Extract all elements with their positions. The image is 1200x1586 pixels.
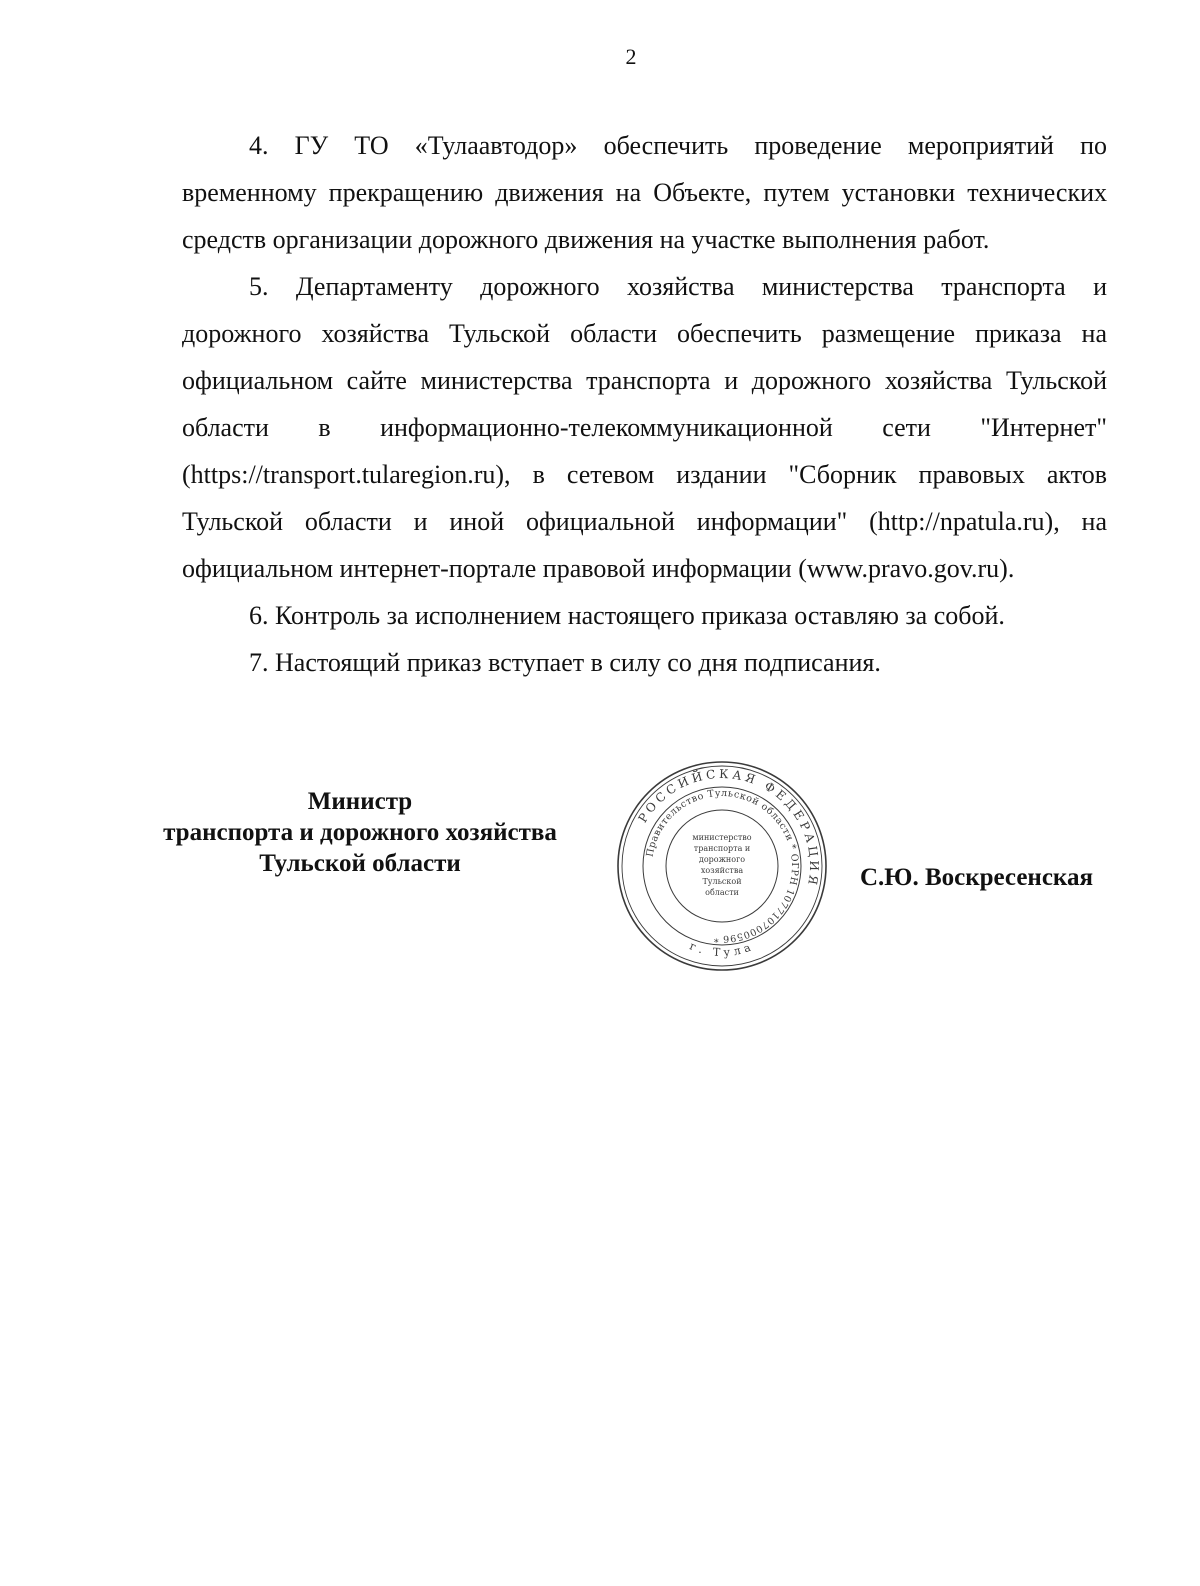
paragraph-6: 6. Контроль за исполнением настоящего приказа оставляю за собой.: [249, 601, 1005, 630]
position-line-2: транспорта и дорожного хозяйства: [163, 819, 557, 846]
seal-outer-text: РОССИЙСКАЯ ФЕДЕРАЦИЯ: [635, 766, 822, 890]
seal-center-line: транспорта и: [693, 844, 751, 853]
seal-graphic: [614, 758, 830, 974]
signature-position: [130, 786, 590, 879]
signer-name: С.Ю. Воскресенская: [860, 864, 1093, 891]
seal-center-line: хозяйства: [700, 866, 744, 875]
seal-center-line: области: [705, 888, 739, 897]
official-seal: [614, 758, 830, 974]
position-line-3: Тульской области: [259, 850, 461, 877]
seal-inner-text: Правительство Тульской области * ОГРН 1077107000596 *: [644, 787, 801, 945]
seal-center-line: дорожного: [698, 855, 746, 864]
seal-center-line: Тульской: [702, 877, 742, 886]
paragraph-5: 5. Департаменту дорожного хозяйства министерства транспорта и дорожного хозяйства Тульской области обеспечить размещение приказа на официальном сайте министерства транспорта и дорожного хозяйства Тульской области в информационно-телекоммуникационной сети "Интернет" (https://transport.tularegion.ru), в сетевом издании "Сборник правовых актов Тульской области и иной официальной информации" (http://npatula.ru), на официальном интернет-портале правовой информации (www.pravo.gov.ru).: [182, 272, 1107, 583]
seal-city-text: г. Тула: [687, 939, 757, 960]
paragraph-7: 7. Настоящий приказ вступает в силу со дня подписания.: [249, 648, 881, 677]
document-body: [182, 122, 1107, 686]
seal-center-line: министерство: [692, 833, 752, 842]
paragraph-4: 4. ГУ ТО «Тулаавтодор» обеспечить проведение мероприятий по временному прекращению движения на Объекте, путем установки технических средств организации дорожного движения на участке выполнения работ.: [182, 131, 1107, 254]
position-line-1: Министр: [307, 788, 413, 815]
page-number: 2: [625, 44, 637, 69]
